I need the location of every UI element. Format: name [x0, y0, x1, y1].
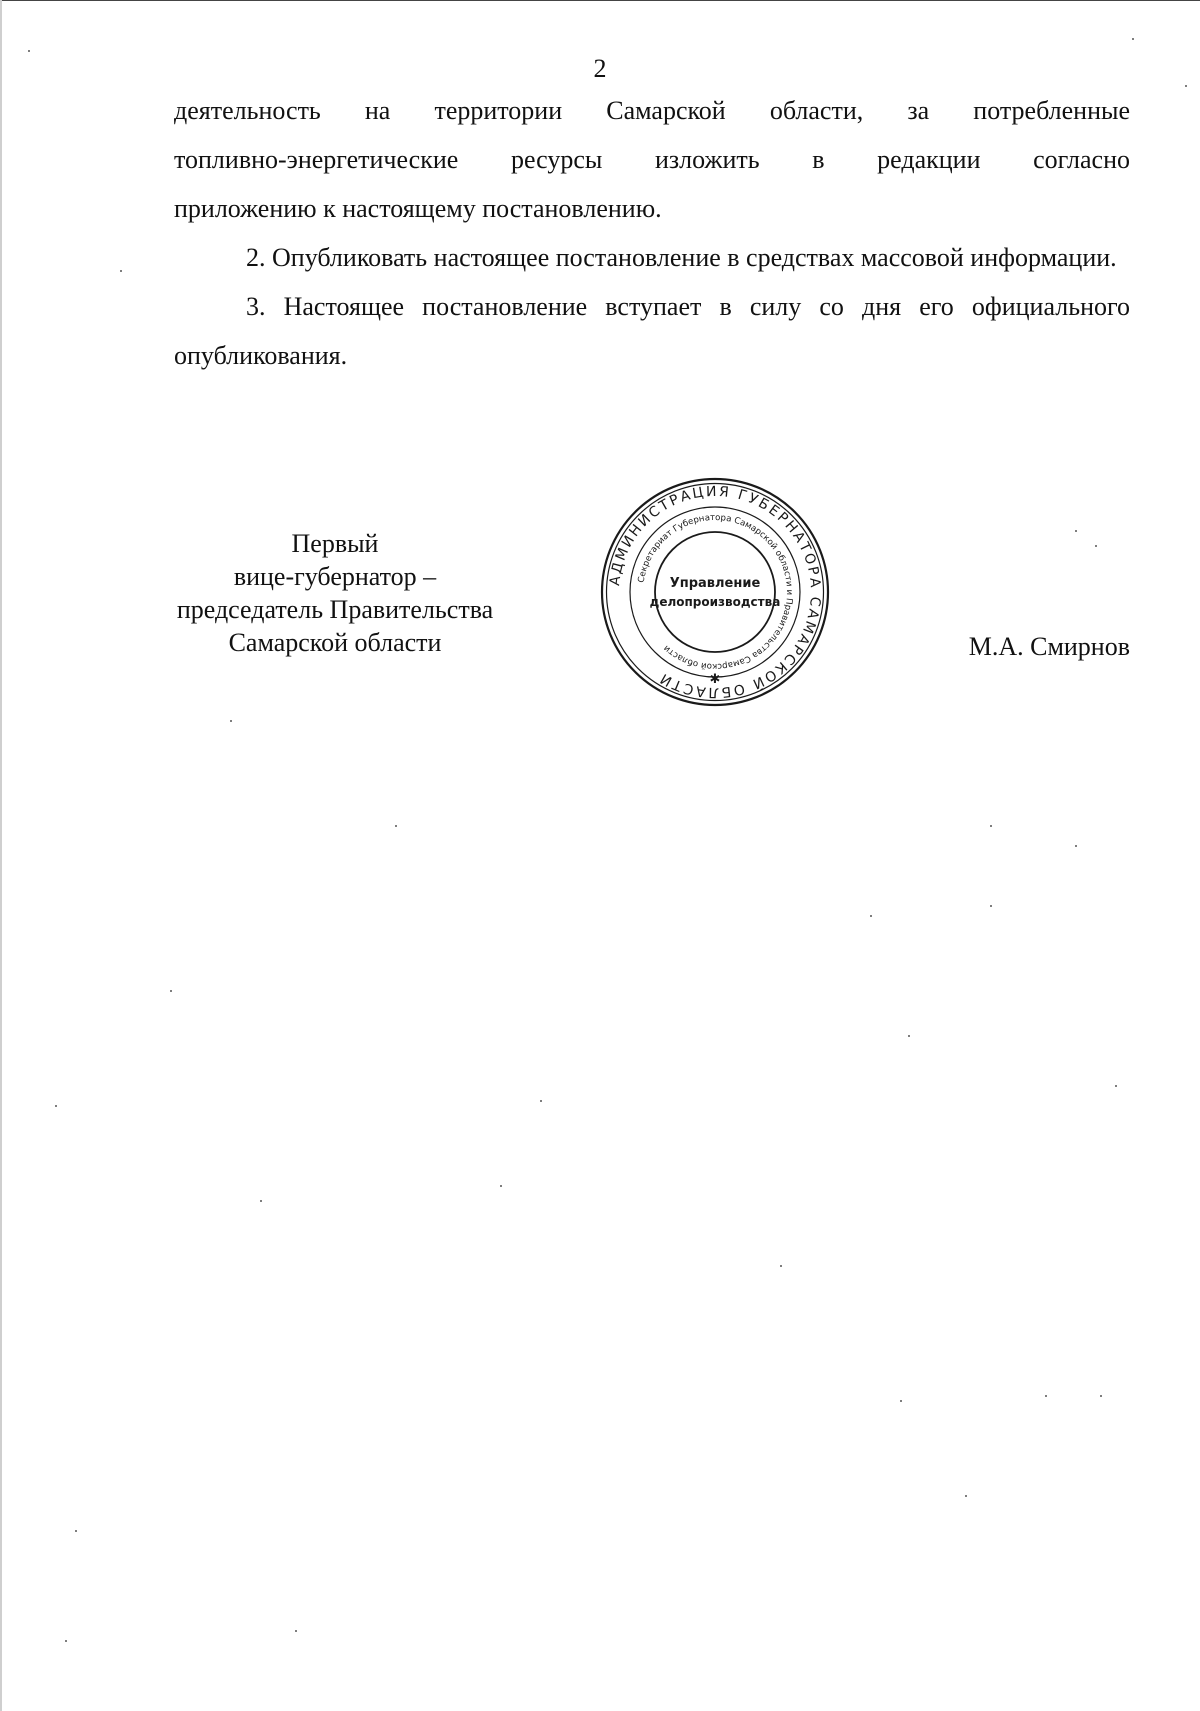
scan-speck: [260, 1200, 262, 1202]
seal-center-line: делопроизводства: [649, 595, 781, 609]
scan-speck: [990, 905, 992, 907]
scan-speck: [1045, 1395, 1047, 1397]
seal-inner-text: Секретариат Губернатора Самарской области и Правительства Самарской области: [636, 512, 795, 672]
signatory-title-line: председатель Правительства: [176, 595, 494, 624]
scan-speck: [1075, 845, 1077, 847]
scan-speck: [295, 1630, 297, 1632]
signatory-title: [140, 527, 530, 659]
signatory-name: М.А. Смирнов: [968, 632, 1130, 661]
scan-speck: [65, 1640, 67, 1642]
scan-speck: [1132, 38, 1134, 40]
scan-speck: [1115, 1085, 1117, 1087]
scan-speck: [230, 720, 232, 722]
scan-speck: [500, 1185, 502, 1187]
paragraph-continuation-line: приложению к настоящему постановлению.: [174, 194, 662, 223]
paragraph-continuation-line: деятельность на территории Самарской области, за потребленные: [174, 96, 1130, 125]
scan-speck: [1095, 545, 1097, 547]
document-body: [174, 86, 1130, 380]
seal-star-icon: ✱: [709, 672, 721, 687]
scan-speck: [395, 825, 397, 827]
scan-speck: [1100, 1395, 1102, 1397]
scan-speck: [780, 1265, 782, 1267]
scan-speck: [900, 1400, 902, 1402]
scan-speck: [28, 50, 30, 52]
scan-speck: [990, 825, 992, 827]
signatory-title-line: Первый: [291, 529, 379, 558]
scan-speck: [170, 990, 172, 992]
seal-outer-text: АДМИНИСТРАЦИЯ ГУБЕРНАТОРА САМАРСКОЙ ОБЛАСТИ: [607, 483, 824, 701]
scan-speck: [870, 915, 872, 917]
scan-speck: [75, 1530, 77, 1532]
scan-speck: [908, 1035, 910, 1037]
official-seal-stamp: [600, 477, 830, 707]
scan-speck: [1075, 530, 1077, 532]
scan-speck: [1185, 85, 1187, 87]
page-number: 2: [593, 54, 607, 83]
scan-speck: [540, 1100, 542, 1102]
scan-speck: [965, 1495, 967, 1497]
seal-center-line: Управление: [669, 576, 761, 591]
paragraph-continuation-line: топливно-энергетические ресурсы изложить в редакции согласно: [174, 145, 1130, 174]
scan-left-edge: [0, 0, 2, 1711]
scan-speck: [120, 270, 122, 272]
signatory-title-line: вице-губернатор –: [233, 562, 437, 591]
paragraph-item-2: 2. Опубликовать настоящее постановление в средствах массовой информации.: [246, 243, 1117, 272]
signatory-title-line: Самарской области: [228, 628, 442, 657]
paragraph-item-3: 3. Настоящее постановление вступает в силу со дня его официального опубликования.: [174, 292, 1130, 370]
scan-speck: [55, 1105, 57, 1107]
scan-top-edge: [0, 0, 1200, 1]
